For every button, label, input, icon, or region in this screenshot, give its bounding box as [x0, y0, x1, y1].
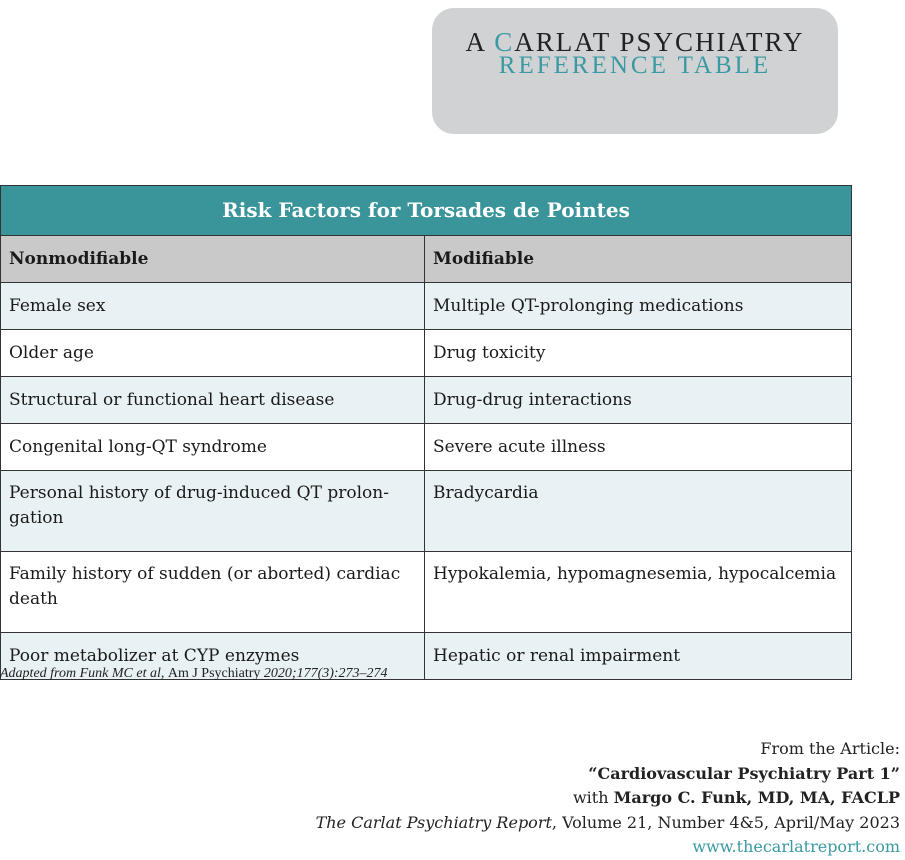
source-publication: The Carlat Psychiatry Report: [315, 812, 552, 832]
modifiable-cell: Drug toxicity: [425, 330, 852, 377]
header-subtitle: REFERENCE TABLE: [498, 52, 772, 79]
source-article-title: “Cardiovascular Psychiatry Part 1”: [588, 763, 900, 783]
column-header-modifiable: Modifiable: [425, 236, 852, 283]
table-row: [1, 330, 852, 377]
reference-table-header: [432, 8, 838, 134]
header-c-accent: C: [494, 27, 515, 57]
source-url[interactable]: www.thecarlatreport.com: [692, 837, 900, 856]
table-caption: [0, 666, 388, 682]
header-a: A: [465, 27, 495, 57]
nonmodifiable-cell: Female sex: [1, 283, 425, 330]
article-source: [316, 737, 900, 860]
source-author: Margo C. Funk, MD, MA, FACLP: [613, 788, 900, 807]
caption-prefix: Adapted from Funk MC et al,: [0, 666, 168, 681]
modifiable-cell: Hypokalemia, hypomagnesemia, hypocalcemia: [425, 552, 852, 633]
table-row: [1, 552, 852, 633]
modifiable-cell: Bradycardia: [425, 471, 852, 552]
source-author-line: [316, 786, 900, 811]
nonmodifiable-cell: Structural or functional heart disease: [1, 377, 425, 424]
risk-factors-table: [0, 185, 852, 680]
modifiable-cell: Multiple QT-prolonging medications: [425, 283, 852, 330]
table-row: [1, 471, 852, 552]
modifiable-cell: Severe acute illness: [425, 424, 852, 471]
nonmodifiable-cell: Congenital long-QT syndrome: [1, 424, 425, 471]
source-publication-line: [316, 811, 900, 836]
table-row: [1, 283, 852, 330]
nonmodifiable-cell: Family history of sudden (or aborted) cardiac death: [1, 552, 425, 633]
caption-suffix: 2020;177(3):273–274: [260, 666, 388, 681]
column-header-nonmodifiable: Nonmodifiable: [1, 236, 425, 283]
header-brand-rest: ARLAT PSYCHIATRY: [514, 27, 805, 57]
table-title: Risk Factors for Torsades de Pointes: [1, 186, 852, 236]
nonmodifiable-cell: Older age: [1, 330, 425, 377]
table-row: [1, 424, 852, 471]
nonmodifiable-cell: Poor metabolizer at CYP enzymes: [1, 633, 425, 680]
caption-journal: Am J Psychiatry: [167, 666, 261, 681]
modifiable-cell: Hepatic or renal impairment: [425, 633, 852, 680]
source-issue: , Volume 21, Number 4&5, April/May 2023: [551, 812, 900, 832]
modifiable-cell: Drug-drug interactions: [425, 377, 852, 424]
source-with: with: [572, 788, 614, 807]
nonmodifiable-cell: Personal history of drug-induced QT prolon-gation: [1, 471, 425, 552]
source-from: From the Article:: [760, 739, 900, 758]
table-row: [1, 377, 852, 424]
